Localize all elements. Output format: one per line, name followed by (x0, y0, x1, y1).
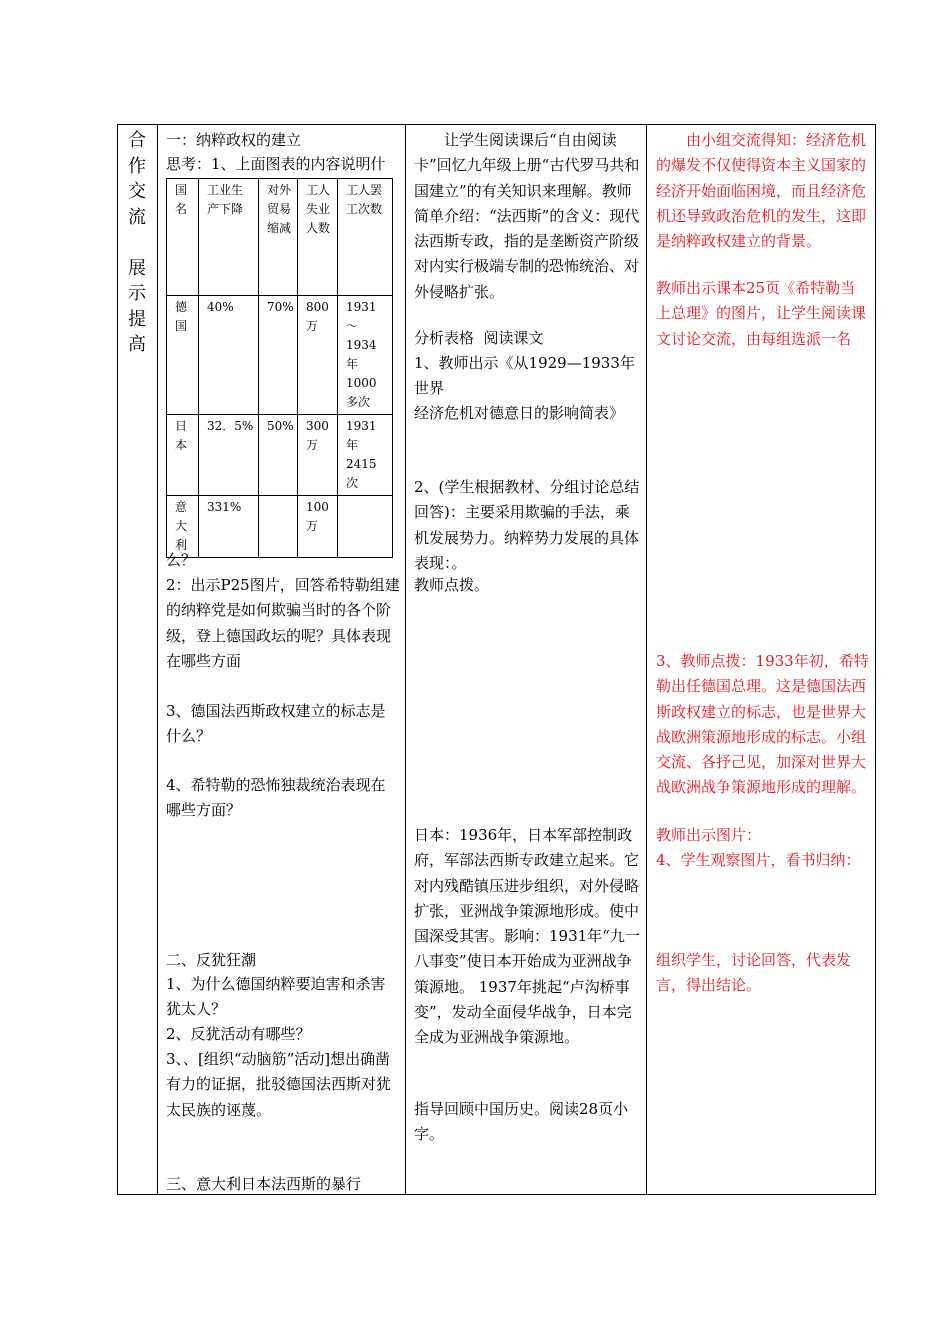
japan-paragraph: 日本：1936年，日本军部控制政府，军部法西斯专政建立起来。它对内残酷镇压进步组织，对外侵略扩张，亚洲战争策源地形成。使中国深受其害。影响：1931年“九一八事变”使日本开始成为亚洲战争策源地。 1937年挑起“卢沟桥事变”，发动全面侵华战争，日本完全成为亚洲战争策源地。 (414, 826, 640, 1047)
section-label-char: 展 (128, 257, 146, 279)
heading-italy-japan: 三、意大利日本法西斯的暴行 (166, 1175, 362, 1193)
anti-jewish-q3: 3、、[组织“动脑筋”活动]想出确凿有力的证据，批驳德国法西斯对犹太民族的诬蔑。 (166, 1050, 392, 1119)
anti-jewish-q2: 2、反犹活动有哪些？ (166, 1025, 311, 1043)
reading-card-intro: 让学生阅读课后“自由阅读卡”回忆九年级上册“古代罗马共和国建立”的有关知识来理解。教师简单介绍：“法西斯”的含义：现代法西斯专政，指的是垄断资产阶级对内实行极端专制的恐怖统治、对外侵略扩张。 (414, 131, 640, 301)
table-cell: 40% (199, 296, 259, 415)
anti-jewish-q1: 1、为什么德国纳粹要迫害和杀害犹太人？ (166, 975, 386, 1019)
table-cell: 日本 (167, 415, 199, 496)
students-observe-note: 4、学生观察图片，看书归纳： (656, 851, 861, 869)
student-discussion: 2、(学生根据教材、分组讨论总结回答)：主要采用欺骗的手法，乘机发展势力。纳粹势力发展的具体表现：。 (414, 478, 640, 572)
teacher-shows-table-cont: 经济危机对德意日的影响简表》 (414, 404, 625, 422)
economic-crisis-table (166, 178, 393, 558)
table-cell: 300万 (298, 415, 338, 496)
section-label-char: 高 (128, 334, 146, 355)
teacher-shows-table: 1、教师出示《从1929—1933年世界 (414, 354, 635, 398)
table-cell: 1931～1934年1000多次 (338, 296, 393, 415)
table-cell: 70% (259, 296, 298, 415)
heading-nazi-regime: 一：纳粹政权的建立 (166, 131, 302, 149)
section-label-char: 示 (128, 283, 146, 304)
section-label-char: 合 (128, 130, 146, 151)
table-cell: 50% (259, 415, 298, 496)
section-label-char: 提 (128, 308, 146, 330)
table-row (167, 415, 393, 496)
teacher-guidance: 教师点拨。 (414, 576, 490, 594)
section-label-gap (121, 230, 153, 256)
section-label-char: 作 (128, 155, 146, 177)
review-chinese-history: 指导回顾中国历史。阅读28页小字。 (414, 1100, 629, 1144)
column-divider (646, 124, 647, 1195)
section-label (121, 128, 153, 358)
question-2: 2：出示P25图片，回答希特勒组建的纳粹党是如何欺骗当时的各个阶级，登上德国政坛的呢？具体表现在哪些方面 (166, 576, 400, 670)
teacher-explains-note: 3、教师点拨：1933年初，希特勒出任德国总理。这是德国法西斯政权建立的标志，也是世界大战欧洲策源地形成的标志。小组交流、各抒己见，加深对世界大战欧洲战争策源地形成的理解。 (656, 652, 869, 797)
crisis-background-note: 由小组交流得知：经济危机的爆发不仅使得资本主义国家的经济开始面临困境，而且经济危机还导致政治危机的发生，这即是纳粹政权建立的背景。 (656, 131, 867, 251)
table-header-cell: 工业生产下降 (199, 179, 259, 296)
table-cell: 意大利 (167, 496, 199, 558)
table-header-cell: 工人失业人数 (298, 179, 338, 296)
analysis-title: 分析表格 阅读课文 (414, 329, 544, 347)
section-label-char: 流 (128, 206, 146, 228)
table-cell: 100万 (298, 496, 338, 558)
hitler-picture-note: 教师出示课本25页《希特勒当上总理》的图片，让学生阅读课文讨论交流，由每组选派一名 (656, 279, 867, 348)
column-divider (405, 124, 406, 1195)
table-header-cell: 对外贸易缩减 (259, 179, 298, 296)
table-cell: 32．5% (199, 415, 259, 496)
section-label-char: 交 (128, 181, 146, 202)
column-divider (157, 124, 158, 1195)
table-cell: 331% (199, 496, 259, 558)
table-cell: 800万 (298, 296, 338, 415)
table-row (167, 296, 393, 415)
table-cell: 1931年2415次 (338, 415, 393, 496)
question-3: 3、德国法西斯政权建立的标志是什么？ (166, 702, 386, 746)
question-4: 4、希特勒的恐怖独裁统治表现在哪些方面？ (166, 776, 386, 820)
question-1-intro: 思考：1、上面图表的内容说明什 (166, 155, 386, 173)
heading-anti-jewish: 二、反犹狂潮 (166, 951, 257, 969)
teacher-shows-pictures: 教师出示图片： (656, 826, 762, 844)
group-discussion-note: 组织学生，讨论回答，代表发言，得出结论。 (656, 951, 852, 995)
question-1-end: 么？ (166, 551, 197, 569)
table-header-row (167, 179, 393, 296)
table-header-cell: 工人罢工次数 (338, 179, 393, 296)
table-header-cell: 国名 (167, 179, 199, 296)
table-cell: 德国 (167, 296, 199, 415)
